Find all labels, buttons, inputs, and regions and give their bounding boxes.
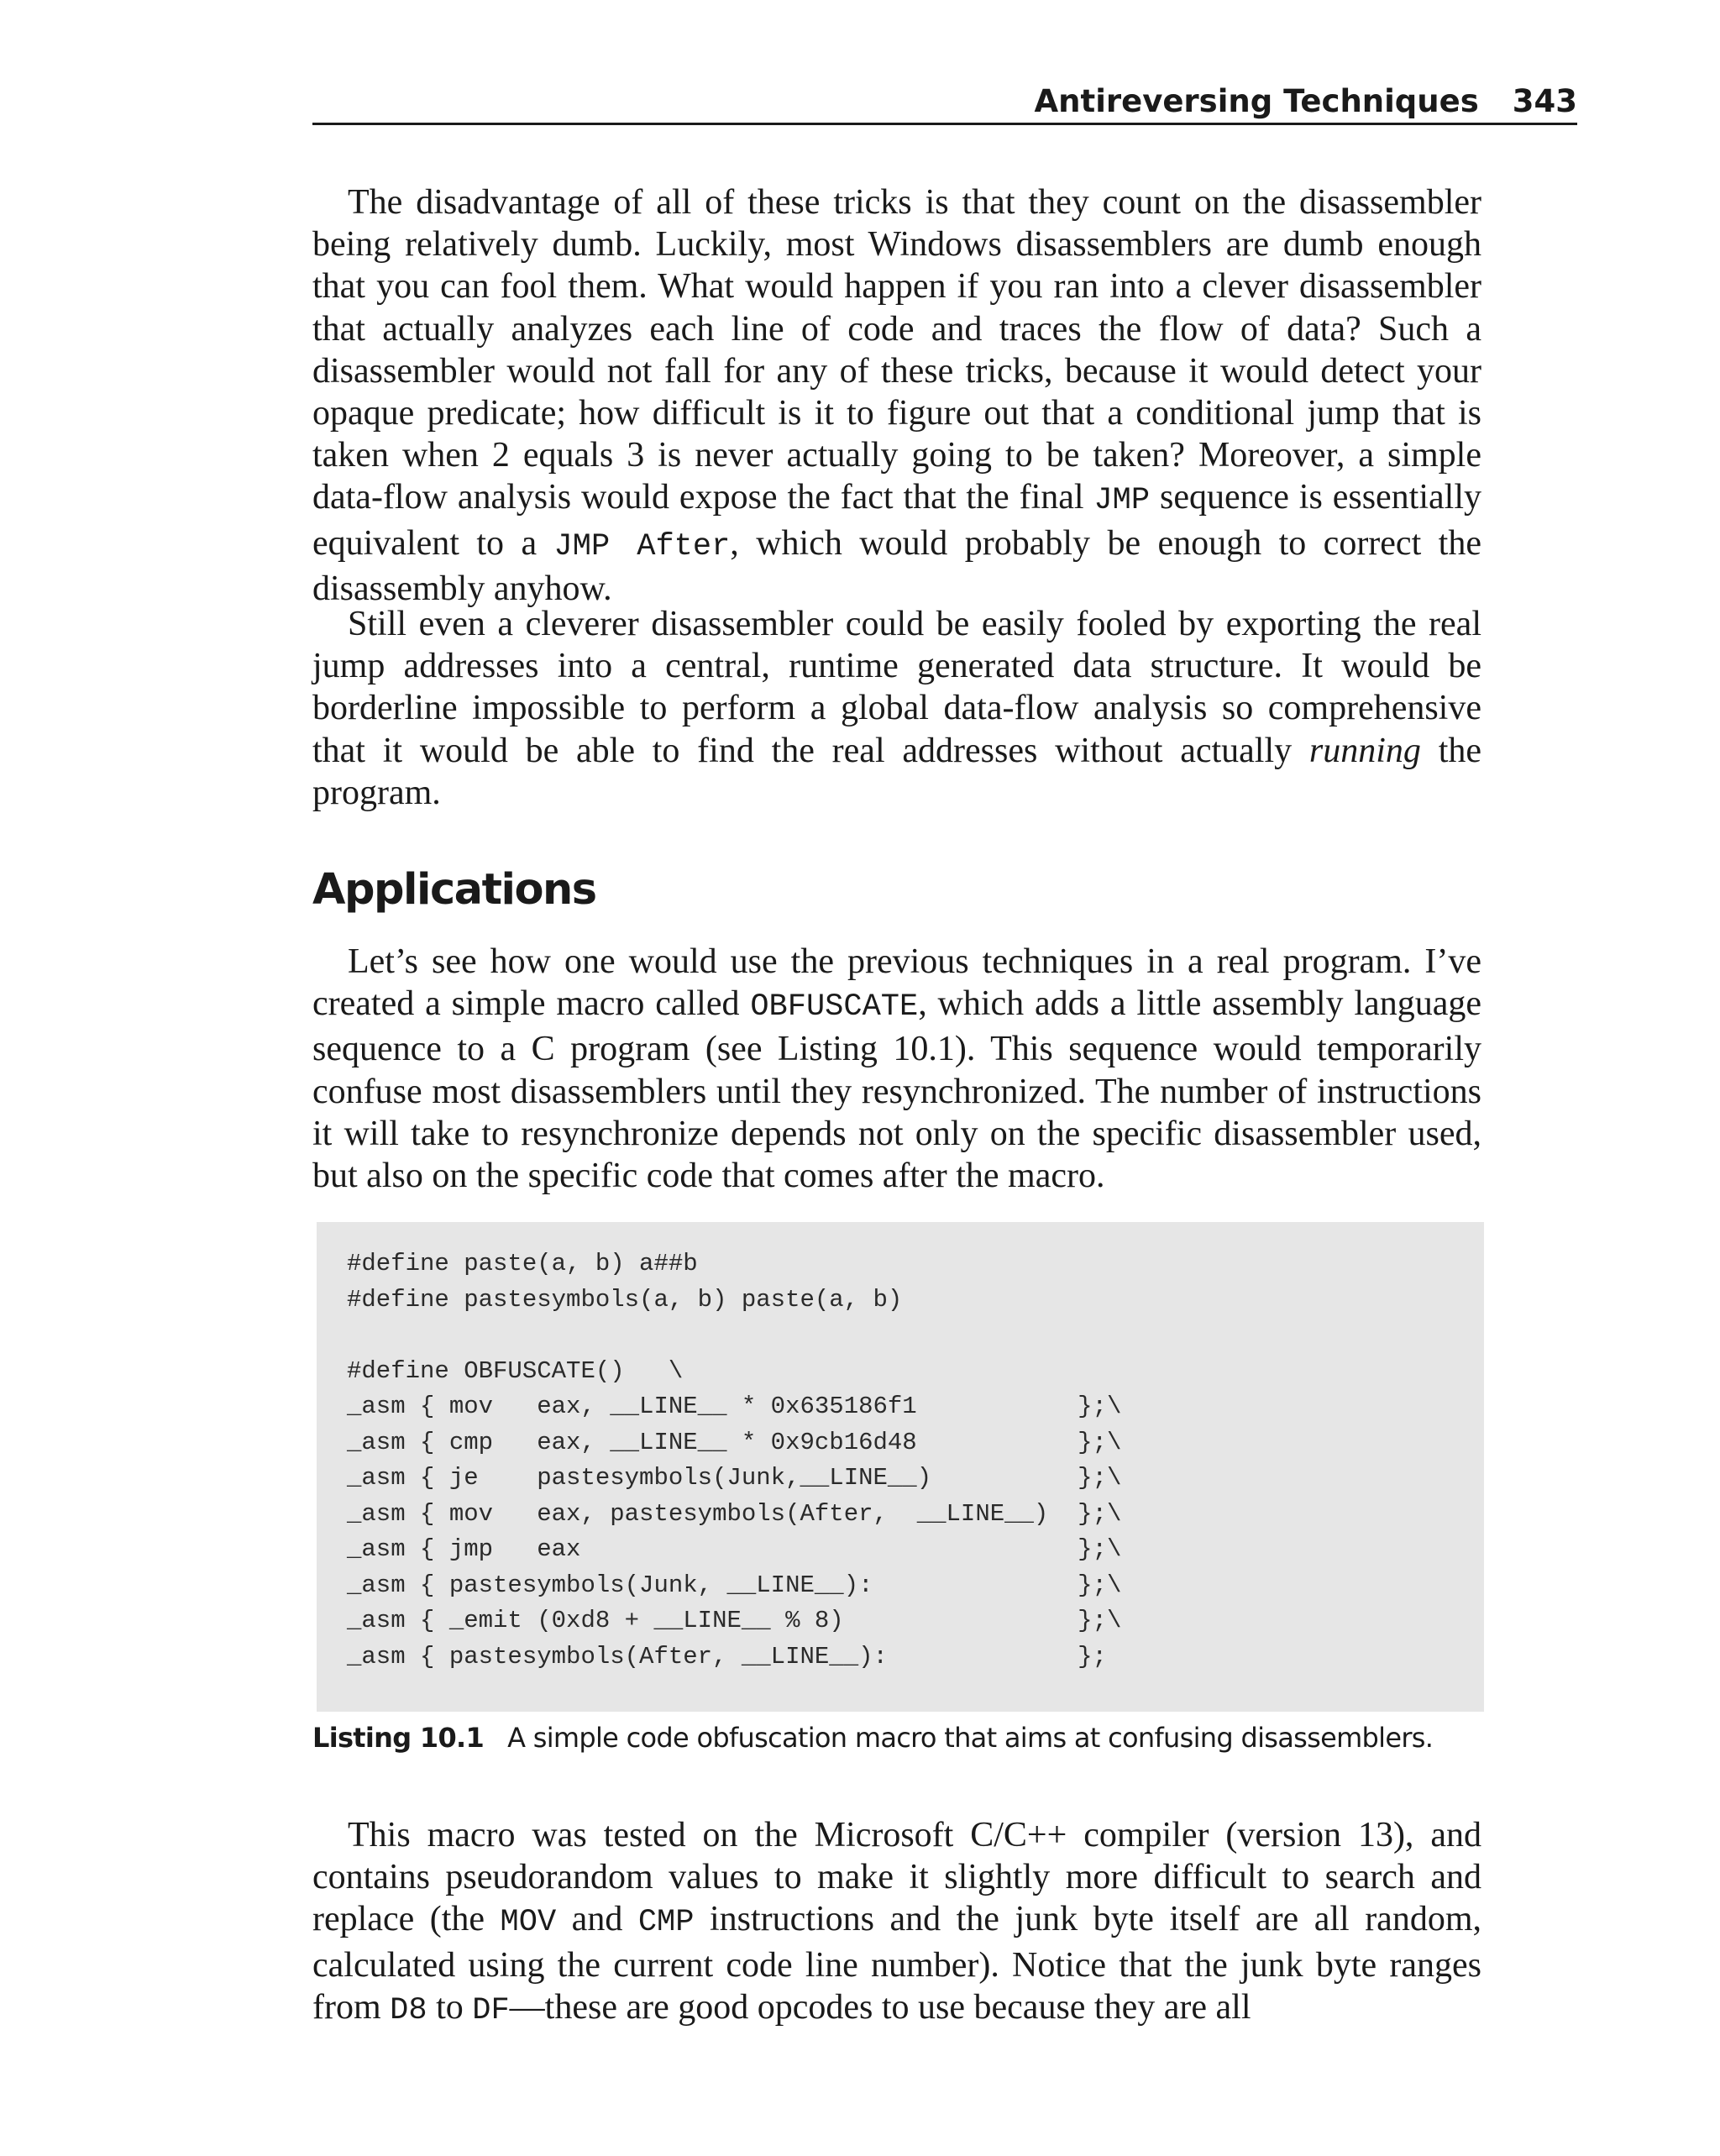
- paragraph-disassembler-tricks: [312, 181, 1481, 610]
- para1-code-jmp-after: JMP After: [553, 528, 731, 564]
- running-header-title: Antireversing Techniques: [1034, 83, 1479, 119]
- paragraph-macro-tested: [312, 1814, 1481, 2032]
- para1-text-2: sequence is essentially equivalent to a: [312, 478, 1482, 563]
- running-header: [312, 81, 1577, 125]
- para2-text-1: Still even a cleverer disassembler could be easily fooled by exporting the real jump addresses into a central, runtime generated data structure. It would be borderline impossible to perform a global data-flow analysis so comprehensive that it would be able to find the real addresses without actually: [312, 605, 1481, 770]
- para4-text-4: to: [427, 1987, 473, 2027]
- code-line: _asm { mov eax, pastesymbols(After, __LINE__) };\: [347, 1499, 1122, 1528]
- para1-text-3: , which would probably be enough to correct the disassembly anyhow.: [312, 523, 1481, 608]
- para3-text-1: Let’s see how one would use the previous techniques in a real program. I’ve created a simple macro called: [312, 942, 1481, 1024]
- code-line: _asm { mov eax, __LINE__ * 0x635186f1 };\: [347, 1393, 1122, 1420]
- code-line: _asm { je pastesymbols(Junk,__LINE__) };\: [347, 1464, 1122, 1492]
- code-line: _asm { _emit (0xd8 + __LINE__ % 8) };\: [347, 1607, 1122, 1634]
- code-line: _asm { cmp eax, __LINE__ * 0x9cb16d48 };\: [347, 1428, 1122, 1456]
- para1-text-1: The disadvantage of all of these tricks is that they count on the disassembler being relatively dumb. Luckily, most Windows disassemblers are dumb enough that you can fool them. What would happen if you ran into a clever disassembler that actually analyzes each line of code and traces the flow of data? Such a disassembler would not fall for any of these tricks, because it would detect your opaque predicate; how difficult is it to figure out that a conditional jump that is taken when 2 equals 3 is never actually going to be taken? Moreover, a simple data-flow analysis would expose the fact that the final: [312, 183, 1481, 517]
- para2-emphasis-running: running: [1308, 731, 1421, 770]
- code-line: _asm { pastesymbols(After, __LINE__): };: [347, 1642, 1107, 1671]
- listing-caption: [312, 1717, 1433, 1759]
- para4-text-2: and: [556, 1900, 638, 1939]
- para4-code-d8: D8: [390, 1992, 427, 2028]
- paragraph-applications-intro: [312, 941, 1481, 1197]
- para2-text-2: the program.: [312, 731, 1481, 812]
- code-line: _asm { jmp eax };\: [347, 1535, 1122, 1563]
- para4-text-5: —these are good opcodes to use because they are all: [509, 1987, 1251, 2027]
- code-line: #define pastesymbols(a, b) paste(a, b): [347, 1285, 903, 1314]
- para4-code-mov: MOV: [500, 1905, 557, 1941]
- code-listing-10-1: [317, 1222, 1484, 1712]
- para1-code-jmp: JMP: [1093, 483, 1151, 519]
- code-line: _asm { pastesymbols(Junk, __LINE__): };\: [347, 1571, 1122, 1599]
- code-line: #define OBFUSCATE() \: [347, 1356, 684, 1385]
- listing-caption-text: A simple code obfuscation macro that aims at confusing disassemblers.: [507, 1722, 1434, 1754]
- para4-text-3: instructions and the junk byte itself are all random, calculated using the current code line number). Notice that the junk byte ranges from: [312, 1900, 1481, 2027]
- para3-code-obfuscate: OBFUSCATE: [750, 989, 919, 1026]
- section-heading-applications: Applications: [312, 865, 596, 915]
- code-line: [347, 1318, 1484, 1354]
- para4-code-df: DF: [472, 1992, 510, 2028]
- paragraph-cleverer-disassembler: [312, 603, 1481, 814]
- para4-code-cmp: CMP: [637, 1905, 695, 1941]
- para3-text-2: , which adds a little assembly language sequence to a C program (see Listing 10.1). This sequence would temporarily confuse most disassemblers until they resynchronized. The number of instructions it will take to resynchronize depends not only on the specific disassembler used, but also on the specific code that comes after the macro.: [312, 984, 1481, 1196]
- listing-caption-label: Listing 10.1: [312, 1722, 485, 1754]
- page-number: 343: [1512, 83, 1577, 119]
- code-line: #define paste(a, b) a##b: [347, 1250, 698, 1277]
- para4-text-1: This macro was tested on the Microsoft C/C++ compiler (version 13), and contains pseudorandom values to make it slightly more difficult to search and replace (the: [312, 1816, 1481, 1939]
